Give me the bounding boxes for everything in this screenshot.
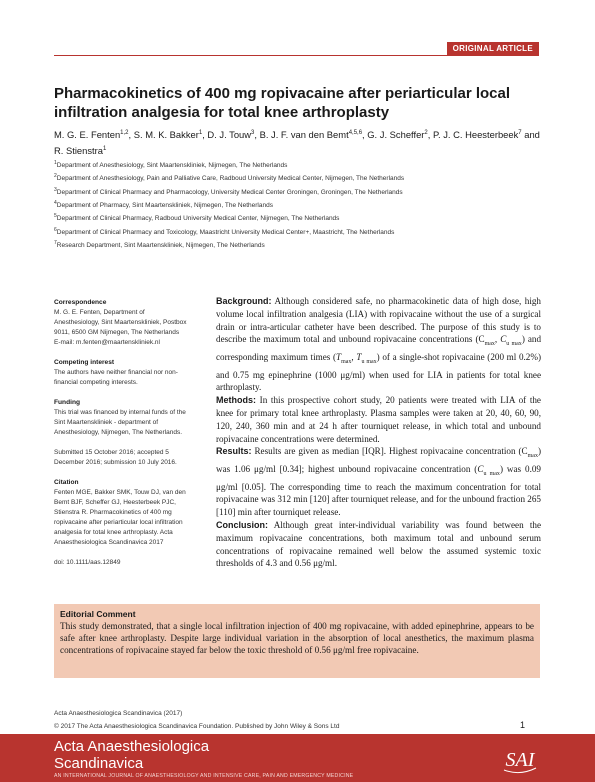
author-name: P. J. C. Heesterbeek — [432, 129, 519, 141]
journal-subtitle: AN INTERNATIONAL JOURNAL OF ANAESTHESIOLOGY AND INTENSIVE CARE, PAIN AND EMERGENCY MEDICINE — [54, 773, 354, 779]
correspondence-block — [54, 298, 202, 348]
header-rule — [54, 55, 539, 56]
author-name: M. G. E. Fenten — [54, 129, 121, 141]
abstract-background: Background: Although considered safe, no pharmacokinetic data of high dose, high volume local infiltration analgesia (LIA) with ropivacaine without the use of a surgical drain or intra-articular catheter have been described. The purpose of this study is to describe the maximum total and unbound ropivacaine concentrations ($C_{max}$, $C_{u max}$) and corresponding maximum times ($T_{max}$, $T_{u max}$) of a single-shot ropivacaine (200 ml 0.2%) and 0.75 mg epinephrine (1000 μg/ml) when used for LIA in patients for total knee arthroplasty. — [216, 296, 542, 393]
journal-logo-icon — [498, 738, 542, 778]
abstract-results: Results: Results are given as median [IQR]. Highest ropivacaine concentration $(C_{max})$ was 1.06 μg/ml [0.34]; highest unbound ropivacaine concentration $(C_{u max})$ was 0.09 μg/ml [0.05]. The corresponding time to reach the maximum concentration for total ropivacaine was 312 min [120] after tourniquet release, and for the unbound fraction 265 [110] min after tourniquet release. — [216, 446, 541, 518]
conclusion-text: Although great inter-individual variability was found between the maximum ropivacaine concentrations, both maximum total and unbound serum concentrations of ropivacaine remained well below the assumed systemic toxic thresholds of 4.3 and 0.56 μg/ml. — [216, 520, 541, 569]
conclusion-label: Conclusion: — [216, 520, 268, 531]
results-label: Results: — [216, 446, 252, 457]
funding-heading: Funding — [54, 399, 80, 406]
author-affiliation-number: 1 — [198, 130, 203, 136]
footer-journal: Acta Anaesthesiologica Scandinavica (2017) — [54, 710, 183, 717]
author-name: D. J. Touw — [207, 129, 252, 141]
journal-name-line1: Acta Anaesthesiologica — [54, 738, 210, 755]
methods-label: Methods: — [216, 395, 256, 406]
page-number: 1 — [520, 720, 526, 730]
correspondence-text: M. G. E. Fenten, Department of Anesthesiology, Sint Maartenskliniek, Postbox 9011, 6500 GM Nijmegen, The Netherlands E-mail: m.fenten@maartenskliniek.nl — [54, 309, 187, 346]
logo-lettering: SAI — [505, 749, 535, 771]
author-name: R. Stienstra — [54, 145, 103, 157]
abstract-conclusion — [216, 519, 541, 570]
citation-block — [54, 478, 202, 548]
author-affiliation-number: 1 — [102, 146, 107, 153]
submission-dates-block — [54, 448, 202, 468]
author-affiliation-number: 1,2 — [120, 130, 129, 136]
funding-block — [54, 398, 202, 438]
affiliation-item: $^2$Department of Anesthesiology, Pain and Palliative Care, Radboud University Medical Center, Nijmegen, The Netherlands — [54, 173, 405, 183]
competing-interest-block — [54, 358, 202, 388]
journal-banner — [0, 734, 595, 782]
submission-dates: Submitted 15 October 2016; accepted 5 December 2016; submission 10 July 2016. — [54, 449, 177, 466]
affiliation-item: $^1$Department of Anesthesiology, Sint Maartenskliniek, Nijmegen, The Netherlands — [54, 160, 288, 170]
author-affiliation-number: 3 — [251, 130, 255, 136]
footer-copyright: © 2017 The Acta Anaesthesiologica Scandinavica Foundation. Published by John Wiley & Sons Ltd — [54, 723, 340, 730]
affiliation-item: $^5$Department of Clinical Pharmacy, Radboud University Medical Center, Nijmegen, The Netherlands — [54, 213, 340, 223]
methods-text: In this prospective cohort study, 20 patients were treated with LIA of the knee for primary total knee arthroplasty. Plasma samples were taken at 20, 40, 60, 90, 120, 240, 360 min and at 24 h after tourniquet release, in which total and unbound ropivacaine concentrations were determined. — [216, 395, 541, 444]
editorial-heading: Editorial Comment — [60, 609, 136, 619]
article-title: Pharmacokinetics of 400 mg ropivacaine after periarticular local infiltration analgesia for total knee arthroplasty — [54, 85, 511, 121]
doi-link[interactable]: doi: 10.1111/aas.12849 — [54, 559, 121, 566]
article-sidebar — [54, 298, 202, 568]
citation-heading: Citation — [54, 479, 79, 486]
editorial-comment-box — [54, 604, 540, 678]
article-type-label: ORIGINAL ARTICLE — [447, 42, 539, 55]
funding-text: This trial was financed by internal funds of the Sint Maartenskliniek - department of Anesthesiology, Nijmegen, The Netherlands. — [54, 409, 186, 436]
abstract — [216, 295, 541, 570]
author-name: S. M. K. Bakker — [133, 129, 199, 141]
affiliation-item: $^3$Department of Clinical Pharmacy and Pharmacology, University Medical Center Groningen, Groningen, The Netherlands — [54, 186, 403, 196]
affiliation-item: $^6$Department of Clinical Pharmacy and Toxicology, Maastricht University Medical Center+, Maastricht, The Netherlands — [54, 226, 395, 236]
author-affiliation-number: 2 — [424, 130, 428, 136]
affiliation-item: $^7$Research Department, Sint Maartenskliniek, Nijmegen, The Netherlands — [54, 240, 265, 250]
author-affiliation-number: 4,5,6 — [348, 130, 363, 136]
author-list: M. G. E. Fenten$^{1,2}$, S. M. K. Bakker$^1$, D. J. Touw$^3$, B. J. F. van den Bemt$^{4,5,6}$, G. J. Scheffer$^2$, P. J. C. Heesterbeek$^7$ and R. Stienstra$^1$ — [54, 129, 540, 157]
citation-text: Fenten MGE, Bakker SMK, Touw DJ, van den Bemt BJF, Scheffer GJ, Heesterbeek PJC, Stienstra R. Pharmacokinetics of 400 mg ropivacaine after periarticular local infiltration analgesia for total knee arthroplasty. Acta Anaesthesiologica Scandinavica 2017 — [54, 489, 186, 546]
author-affiliation-number: 7 — [518, 130, 522, 136]
editorial-text: This study demonstrated, that a single local infiltration injection of 400 mg ropivacaine, with added epinephrine, appears to be safe after knee arthroplasty. Despite large individual variation in the absorption of local anesthetics, the maximum plasma concentrations of ropivacaine stayed far below the toxic threshold of 0.56 μg/ml free ropivacaine. — [60, 621, 534, 655]
competing-interest-text: The authors have neither financial nor non- financial competing interests. — [54, 369, 178, 386]
author-name: B. J. F. van den Bemt — [259, 129, 349, 141]
competing-interest-heading: Competing interest — [54, 359, 115, 366]
author-name: G. J. Scheffer — [367, 129, 425, 141]
background-label: Background: — [216, 296, 272, 306]
affiliation-item: $^4$Department of Pharmacy, Sint Maartenskliniek, Nijmegen, The Netherlands — [54, 200, 273, 210]
results-text: Results are given as median [IQR]. Highest ropivacaine concentration (C — [251, 446, 528, 457]
correspondence-heading: Correspondence — [54, 299, 107, 306]
background-text: Although considered safe, no pharmacokinetic data of high dose, high volume local infiltration analgesia (LIA) with ropivacaine without the use of a surgical drain or intra-articular catheter have been described. The purpose of this study is to describe the maximum total and unbound ropivacaine concentrations (C — [216, 296, 541, 345]
affiliation-list — [54, 158, 544, 252]
journal-name-line2: Scandinavica — [54, 755, 144, 772]
abstract-methods — [216, 394, 541, 445]
